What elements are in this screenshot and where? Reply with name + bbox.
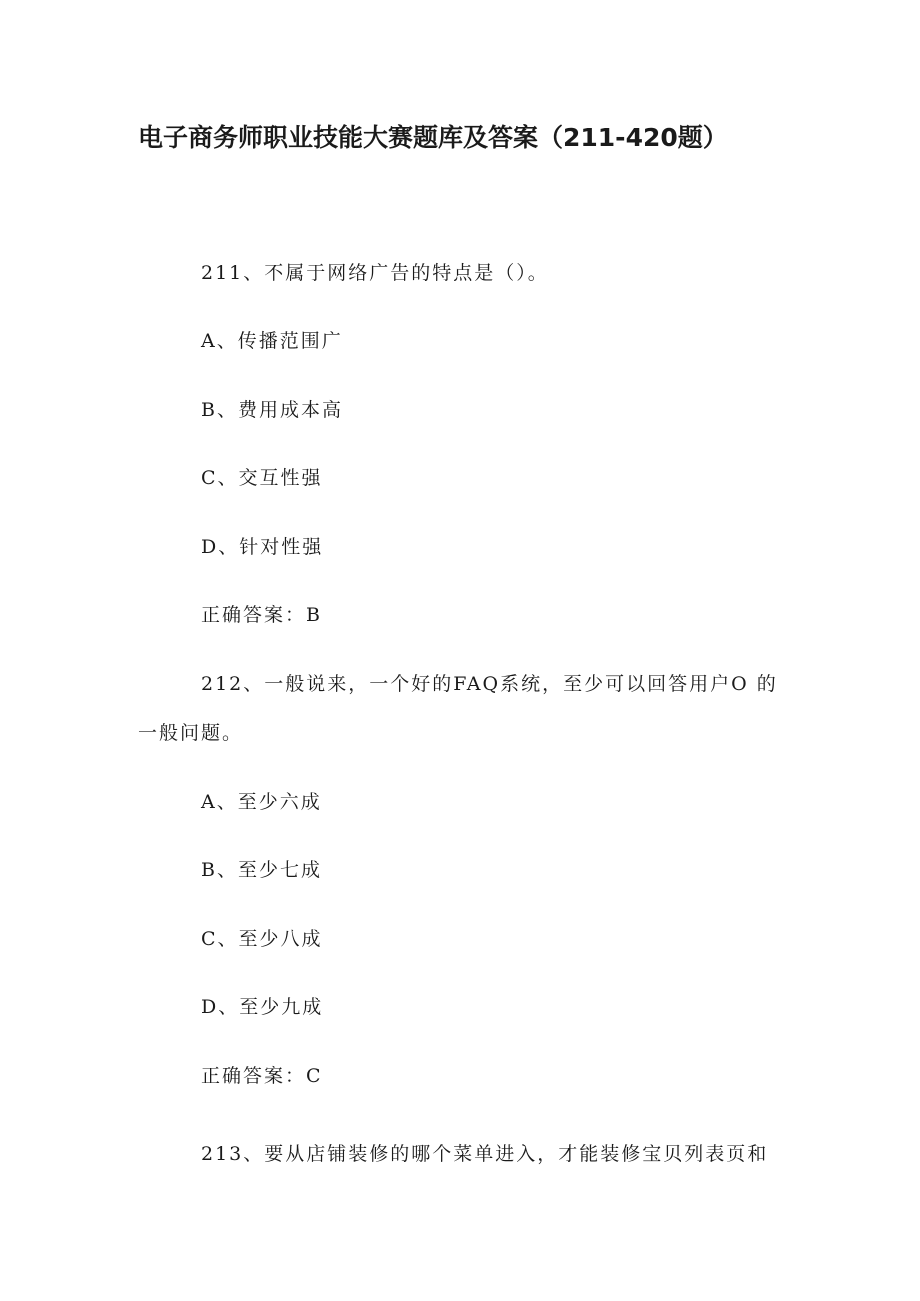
- question-stem-continuation: 一般问题。: [138, 722, 244, 744]
- question-stem: 211、不属于网络广告的特点是（）。: [201, 262, 549, 284]
- option-b: B、费用成本高: [201, 399, 343, 421]
- page-title: 电子商务师职业技能大赛题库及答案（211-420题）: [138, 123, 728, 152]
- option-a: A、传播范围广: [201, 330, 343, 352]
- option-d: D、针对性强: [201, 536, 324, 558]
- question-stem: 213、要从店铺装修的哪个菜单进入，才能装修宝贝列表页和: [201, 1143, 769, 1165]
- option-d: D、至少九成: [201, 996, 324, 1018]
- option-c: C、至少八成: [201, 928, 323, 950]
- correct-answer: 正确答案：B: [201, 604, 322, 626]
- option-c: C、交互性强: [201, 467, 323, 489]
- option-b: B、至少七成: [201, 859, 322, 881]
- correct-answer: 正确答案：C: [201, 1065, 323, 1087]
- question-stem: 212、一般说来，一个好的FAQ系统，至少可以回答用户O 的: [201, 673, 778, 695]
- option-a: A、至少六成: [201, 791, 322, 813]
